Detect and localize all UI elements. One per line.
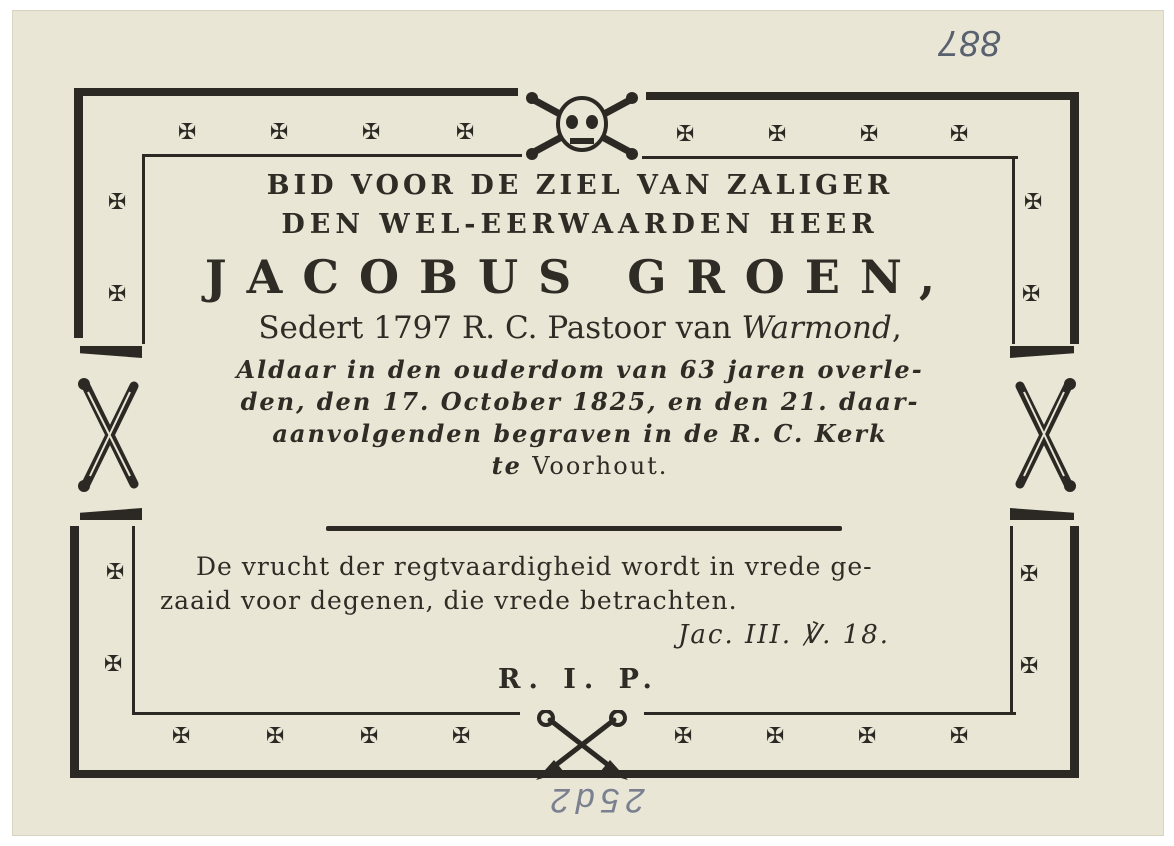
prayer-heading: BID VOOR DE ZIEL VAN ZALIGER xyxy=(266,170,894,201)
cross-icon: ✠ xyxy=(1022,282,1041,307)
verse-line: zaaid voor degenen, die vrede betrachten. xyxy=(160,586,738,615)
details-line-italic: te xyxy=(491,451,533,480)
handwritten-shelf-mark: 25d2 xyxy=(545,781,645,819)
divider xyxy=(326,526,842,531)
title-heading: DEN WEL-EERWAARDEN HEER xyxy=(281,209,879,240)
cross-icon: ✠ xyxy=(1020,654,1039,679)
inner-frame-left-lower xyxy=(132,526,135,714)
rip-text: R. I. P. xyxy=(498,664,660,695)
dedication-text xyxy=(150,168,1010,482)
scripture-verse xyxy=(160,550,996,618)
cross-icon: ✠ xyxy=(108,190,127,215)
cross-icon: ✠ xyxy=(858,724,877,749)
details-line: den, den 17. October 1825, en den 21. daar- xyxy=(240,387,920,416)
crossed-torches-icon xyxy=(72,376,148,494)
cross-icon: ✠ xyxy=(860,122,879,147)
cross-icon: ✠ xyxy=(108,282,127,307)
cross-icon: ✠ xyxy=(104,652,123,677)
border-left-lower xyxy=(70,526,79,778)
border-right-upper xyxy=(1070,92,1079,344)
verse-line: De vrucht der regtvaardigheid wordt in vrede ge- xyxy=(196,552,873,581)
cross-icon: ✠ xyxy=(674,724,693,749)
skull-and-crossbones-icon xyxy=(524,90,640,162)
deceased-name: JACOBUS GROEN, xyxy=(204,250,956,304)
death-details xyxy=(150,354,1010,482)
cross-icon: ✠ xyxy=(270,120,289,145)
cross-icon: ✠ xyxy=(178,120,197,145)
cross-icon: ✠ xyxy=(950,724,969,749)
pastor-line-prefix: Sedert 1797 R. C. Pastoor van xyxy=(258,310,742,346)
pastor-line-suffix: , xyxy=(891,310,902,346)
cross-icon: ✠ xyxy=(1020,562,1039,587)
cross-icon: ✠ xyxy=(106,560,125,585)
border-left-upper xyxy=(74,88,83,338)
border-top-right xyxy=(646,92,1078,100)
crossed-torches-icon xyxy=(1006,376,1082,494)
cross-icon: ✠ xyxy=(172,724,191,749)
cross-icon: ✠ xyxy=(266,724,285,749)
inner-frame-left-upper xyxy=(142,154,145,344)
details-line: aanvolgenden begraven in de R. C. Kerk xyxy=(272,419,888,448)
cross-icon: ✠ xyxy=(768,122,787,147)
verse-reference: Jac. III. ℣. 18. xyxy=(678,620,891,650)
border-right-lower xyxy=(1070,526,1079,778)
handwritten-catalog-number: 887 xyxy=(938,23,1002,64)
details-line xyxy=(150,450,1010,482)
crossed-spades-icon xyxy=(532,710,632,784)
cross-icon: ✠ xyxy=(362,120,381,145)
border-top-left xyxy=(74,88,518,96)
pastor-line xyxy=(150,310,1010,346)
cross-icon: ✠ xyxy=(360,724,379,749)
inner-frame-top-right xyxy=(642,156,1018,159)
cross-icon: ✠ xyxy=(456,120,475,145)
details-line-roman: Voorhout. xyxy=(532,452,669,480)
cross-icon: ✠ xyxy=(676,122,695,147)
pastor-line-place: Warmond xyxy=(741,310,892,346)
inner-frame-bottom-right xyxy=(644,712,1016,715)
inner-frame-bottom-left xyxy=(132,712,520,715)
cross-icon: ✠ xyxy=(766,724,785,749)
cross-icon: ✠ xyxy=(1024,190,1043,215)
details-line: Aldaar in den ouderdom van 63 jaren overle- xyxy=(236,355,924,384)
cross-icon: ✠ xyxy=(452,724,471,749)
cross-icon: ✠ xyxy=(950,122,969,147)
inner-frame-top-left xyxy=(142,154,522,157)
inner-frame-right-lower xyxy=(1010,526,1013,714)
inner-frame-right-upper xyxy=(1012,156,1015,344)
